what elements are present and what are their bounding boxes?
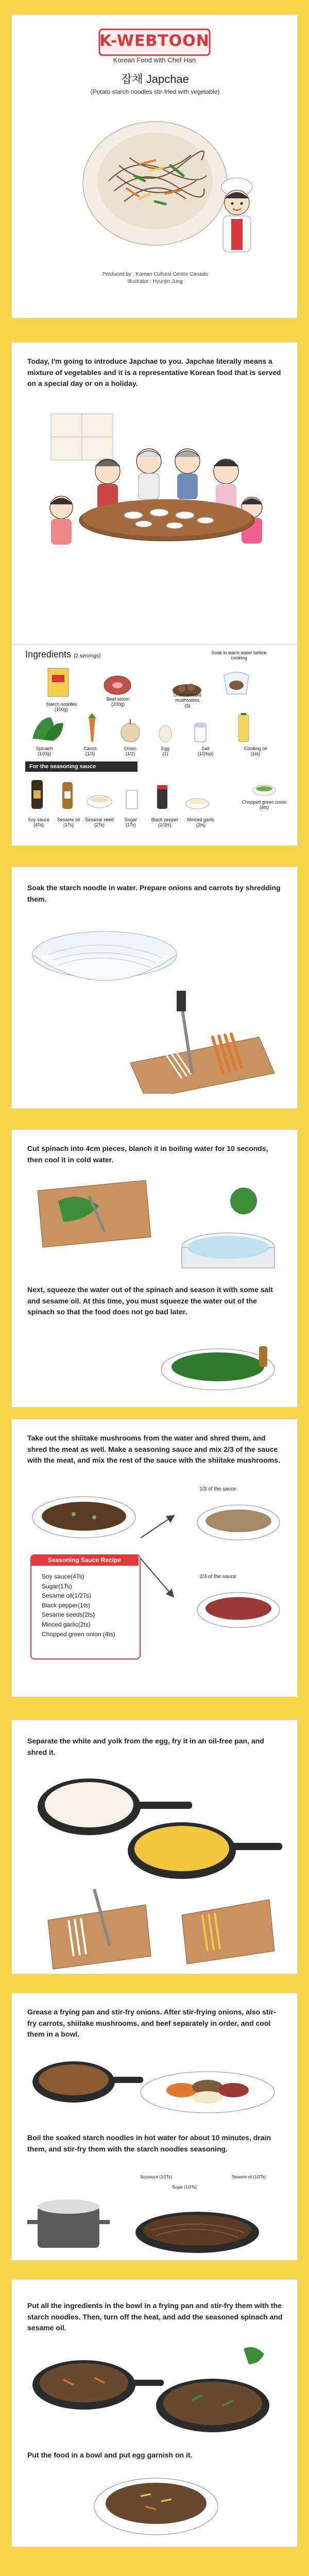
noodle-seasoning-sesame-oil: Sesame oil (1/2Ts) — [231, 2175, 266, 2179]
ing-name: Sugar — [124, 817, 138, 822]
ing-amount: (1/2ts) — [158, 822, 171, 828]
ing-salt — [185, 746, 226, 757]
ing-name: Chopped green onion — [242, 800, 287, 805]
korean-title: 잡채 — [121, 73, 143, 86]
ing-name: Cooking oil — [244, 746, 267, 751]
noodle-seasoning-sugar: Sugar (1/2Ts) — [171, 2185, 197, 2190]
step-8-text: Put all the ingredients in the bowl in a frying pan and stir-fry them with the starch noodles. Then, turn off the heat, and add the seasoned spinach and sesame oil. — [27, 2301, 283, 2332]
logo-text: K-WEBTOON — [99, 32, 210, 50]
ing-name: Black pepper — [151, 817, 179, 822]
ing-amount: (1/2) — [125, 751, 135, 757]
final-stir-fry-icon — [27, 2338, 285, 2442]
ing-beef — [97, 697, 139, 707]
step-1-panel — [11, 867, 298, 1109]
sauce-recipe-box — [30, 1554, 141, 1659]
ing-minced-garlic — [183, 817, 219, 828]
step-8-9-panel — [11, 2279, 298, 2547]
ing-amount: (2Ts) — [94, 822, 105, 828]
ingredients-title: Ingredients — [25, 649, 72, 659]
ing-onion — [115, 746, 146, 757]
ing-amount: (1) — [162, 751, 168, 757]
step-2-text: Cut spinach into 4cm pieces, blanch it in boiling water for 10 seconds, then cool it in cold water. — [27, 1144, 268, 1164]
ing-name: Spinach — [36, 746, 53, 751]
ing-cooking-oil — [232, 746, 279, 757]
step-1-text: Soak the starch noodle in water. Prepare onions and carrots by shredding them. — [27, 884, 281, 903]
step-4-panel — [11, 1419, 298, 1697]
ing-sesame-oil — [53, 817, 84, 828]
ing-spinach — [26, 746, 62, 757]
egg-frying-icon — [27, 1766, 285, 1972]
sauce-item: Chopped green onion (4ts) — [42, 1630, 115, 1638]
ing-amount: (1Ts) — [63, 822, 74, 828]
ing-amount: (2ts) — [196, 822, 205, 828]
header-panel — [11, 14, 298, 318]
step-9-text: Put the food in a bowl and put egg garnish on it. — [27, 2451, 193, 2459]
noodle-seasoning-soysauce: Soysauce (1/2Ts) — [140, 2175, 172, 2179]
servings-label: (2 servings) — [74, 653, 101, 659]
stir-fry-vegetables-icon — [27, 2046, 285, 2123]
ing-name: Starch noodles — [45, 702, 77, 707]
ingredients-panel — [11, 645, 298, 846]
step-4-text: Take out the shiitake mushrooms from the water and shred them, and shred the meat as well. Make a seasoning sauce and mix 2/3 of the sauce with the meat, and mix the rest of the sauce with the shiitake mushrooms. — [27, 1434, 280, 1465]
seasoning-banner: For the seasoning sauce — [25, 761, 138, 772]
dish-title — [12, 71, 298, 87]
ing-name: Minced garlic — [187, 817, 215, 822]
sauce-split-arrows-icon — [135, 1497, 290, 1662]
ing-amount: (3) — [184, 703, 191, 708]
ing-name: Sesame oil — [57, 817, 80, 822]
noodle-bowl-and-cutting-board-icon — [27, 919, 285, 1094]
intro-panel — [11, 342, 298, 645]
ing-sugar — [118, 817, 144, 828]
chef-illustration — [209, 176, 265, 258]
ing-name: Egg — [161, 746, 169, 751]
ing-black-pepper — [147, 817, 183, 828]
sauce-item: Sesame seeds(2ts) — [42, 1611, 95, 1619]
ingredients-heading — [25, 649, 100, 660]
step-6-text: Grease a frying pan and stir-fry onions. After stir-frying onions, also stir-fry carrots, shiitake mushrooms, and beef separately in order, and cool them in a bowl. — [27, 2008, 276, 2039]
ing-amount: (1/3) — [85, 751, 95, 757]
soak-note: Soak in warm water before cooking — [211, 650, 267, 661]
ing-name: Dried shiitake mushrooms — [173, 692, 202, 703]
ing-amount: (1/2tsp) — [197, 751, 214, 757]
sauce-item: Black pepper(1ts) — [42, 1601, 91, 1609]
logo — [98, 28, 211, 62]
ingredients-row1-icons — [32, 666, 269, 702]
step-7-text: Boil the soaked starch noodles in hot water for about 10 minutes, drain them, and stir-fry them with the starch noodles seasoning. — [27, 2133, 271, 2153]
ing-amount: (100g) — [54, 707, 68, 713]
dish-description: (Potato starch noodles stir-fried with vegetable) — [90, 88, 220, 95]
sauce-recipe-title: Seasoning Sauce Recipe — [30, 1554, 139, 1566]
step-3-text: Next, squeeze the water out of the spinach and season it with some salt and sesame oil. At this time, you must squeeze the water out of the spinach so that the food does not go bad later. — [27, 1285, 273, 1316]
ing-egg — [150, 746, 181, 757]
ing-name: Salt — [201, 746, 210, 751]
sauce-item: Sesame oil(1/2Ts) — [42, 1592, 92, 1600]
ing-name: Soy sauce — [27, 817, 50, 822]
spinach-blanch-icon — [27, 1170, 285, 1273]
label-two-thirds-sauce: 2/3 of the sauce — [199, 1574, 236, 1580]
ing-green-onion — [238, 800, 290, 810]
illustrator-credit: Illustrator : Hyunjin Jung — [127, 279, 183, 284]
step-6-7-panel — [11, 1993, 298, 2261]
ing-name: Onion — [124, 746, 137, 751]
logo-subtitle: Korean Food with Chef Han — [113, 56, 196, 64]
ing-amount: (200g) — [111, 702, 125, 707]
ing-name: Carrot — [83, 746, 97, 751]
chef-icon — [209, 176, 265, 258]
step-5-panel — [11, 1720, 298, 1974]
producer-credit: Produced by : Korean Cultural Centre Canada — [102, 272, 208, 277]
sauce-items — [42, 1572, 115, 1639]
ingredients-row2-icons — [22, 713, 290, 745]
english-title: Japchae — [146, 73, 189, 86]
sauce-item: Soy sauce(4Ts) — [42, 1573, 84, 1580]
ing-amount: (100g) — [37, 751, 51, 757]
ing-amount: (4Ts) — [33, 822, 44, 828]
soy-sauce-bowl-icon — [27, 1492, 141, 1548]
family-dinner-illustration — [30, 410, 280, 564]
ing-mushrooms — [164, 692, 211, 708]
seasoned-spinach-bowl-icon — [146, 1341, 285, 1398]
ing-name: Beef sirloin — [106, 697, 130, 702]
sauce-item: Sugar(1Ts) — [42, 1582, 72, 1590]
step-5-text: Separate the white and yolk from the egg, fry it in an oil-free pan, and shred it. — [27, 1737, 264, 1756]
sauce-item: Minced garlic(2ts) — [42, 1620, 91, 1628]
ing-sesame-seed — [84, 817, 115, 828]
step-2-3-panel — [11, 1129, 298, 1408]
boil-noodles-icon — [27, 2191, 285, 2258]
ing-name: Sesame seed — [85, 817, 114, 822]
ing-starch-noodles — [41, 702, 82, 713]
ing-amount: (1Ts) — [126, 822, 136, 828]
ing-amount: (1ts) — [251, 751, 260, 757]
intro-text: Today, I'm going to introduce Japchae to you. Japchae literally means a mixture of vegetables and it is a representative Korean food that is served on a special day or on a holiday. — [27, 357, 281, 388]
ing-amount: (4ts) — [260, 805, 269, 810]
ing-soy-sauce — [23, 817, 54, 828]
plated-japchae-icon — [89, 2470, 223, 2543]
ing-carrot — [75, 746, 106, 757]
family-dinner-icon — [30, 410, 280, 564]
label-third-sauce: 1/3 of the sauce — [199, 1486, 236, 1492]
